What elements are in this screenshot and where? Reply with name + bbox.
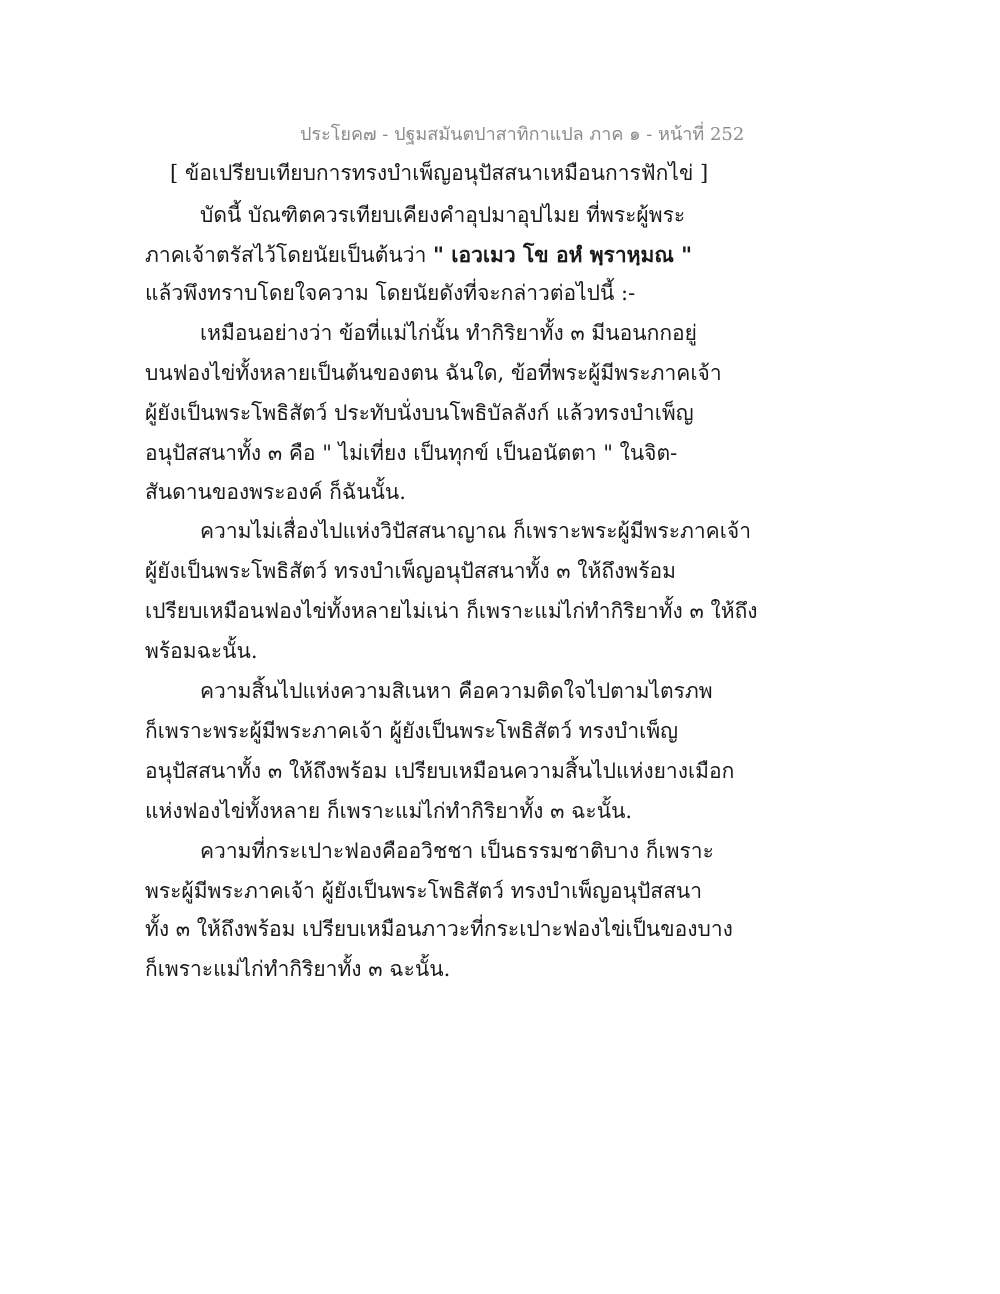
paragraph-1-line-1: บัดนี้ บัณฑิตควรเทียบเคียงคำอุปมาอุปไมย ที่พระผู้พระ (200, 203, 686, 227)
page-header: ประโยค๗ - ปฐมสมันตปาสาทิกาแปล ภาค ๑ - หน้าที่ 252 (300, 124, 745, 145)
pali-quote: " เอวเมว โข อหํ พฺราหฺมณ " (433, 242, 693, 267)
paragraph-2-line-3: ผู้ยังเป็นพระโพธิสัตว์ ประทับนั่งบนโพธิบัลลังก์ แล้วทรงบำเพ็ญ (145, 401, 694, 425)
paragraph-4-line-4: แห่งฟองไข่ทั้งหลาย ก็เพราะแม่ไก่ทำกิริยาทั้ง ๓ ฉะนั้น. (145, 799, 633, 823)
paragraph-3-line-4: พร้อมฉะนั้น. (145, 639, 258, 663)
paragraph-4-line-2: ก็เพราะพระผู้มีพระภาคเจ้า ผู้ยังเป็นพระโพธิสัตว์ ทรงบำเพ็ญ (145, 719, 679, 743)
paragraph-2-line-5: สันดานของพระองค์ ก็ฉันนั้น. (145, 480, 406, 504)
paragraph-5-line-4: ก็เพราะแม่ไก่ทำกิริยาทั้ง ๓ ฉะนั้น. (145, 957, 451, 981)
paragraph-3-line-3: เปรียบเหมือนฟองไข่ทั้งหลายไม่เน่า ก็เพราะแม่ไก่ทำกิริยาทั้ง ๓ ให้ถึง (145, 599, 758, 623)
paragraph-4-line-1: ความสิ้นไปแห่งความสิเนหา คือความติดใจไปตามไตรภพ (200, 679, 713, 703)
paragraph-2-line-4: อนุปัสสนาทั้ง ๓ คือ " ไม่เที่ยง เป็นทุกข์ เป็นอนัตตา " ในจิต- (145, 441, 678, 465)
paragraph-3-line-1: ความไม่เสื่องไปแห่งวิปัสสนาญาณ ก็เพราะพระผู้มีพระภาคเจ้า (200, 519, 752, 543)
section-title: [ ข้อเปรียบเทียบการทรงบำเพ็ญอนุปัสสนาเหมือนการฟักไข่ ] (170, 161, 709, 185)
paragraph-5-line-1: ความที่กระเปาะฟองคืออวิชชา เป็นธรรมชาติบาง ก็เพราะ (200, 839, 714, 863)
paragraph-5-line-3: ทั้ง ๓ ให้ถึงพร้อม เปรียบเหมือนภาวะที่กระเปาะฟองไข่เป็นของบาง (145, 917, 733, 941)
paragraph-2-line-2: บนฟองไข่ทั้งหลายเป็นต้นของตน ฉันใด, ข้อที่พระผู้มีพระภาคเจ้า (145, 361, 722, 385)
paragraph-3-line-2: ผู้ยังเป็นพระโพธิสัตว์ ทรงบำเพ็ญอนุปัสสนาทั้ง ๓ ให้ถึงพร้อม (145, 559, 676, 583)
paragraph-4-line-3: อนุปัสสนาทั้ง ๓ ให้ถึงพร้อม เปรียบเหมือนความสิ้นไปแห่งยางเมือก (145, 759, 735, 783)
paragraph-1-line-3: แล้วพึงทราบโดยใจความ โดยนัยดังที่จะกล่าวต่อไปนี้ :- (145, 281, 636, 305)
paragraph-1-line-2-text: ภาคเจ้าตรัสไว้โดยนัยเป็นต้นว่า (145, 243, 434, 267)
paragraph-1-line-2 (145, 240, 692, 270)
paragraph-5-line-2: พระผู้มีพระภาคเจ้า ผู้ยังเป็นพระโพธิสัตว์ ทรงบำเพ็ญอนุปัสสนา (145, 879, 703, 903)
paragraph-2-line-1: เหมือนอย่างว่า ข้อที่แม่ไก่นั้น ทำกิริยาทั้ง ๓ มีนอนกกอยู่ (200, 321, 697, 345)
